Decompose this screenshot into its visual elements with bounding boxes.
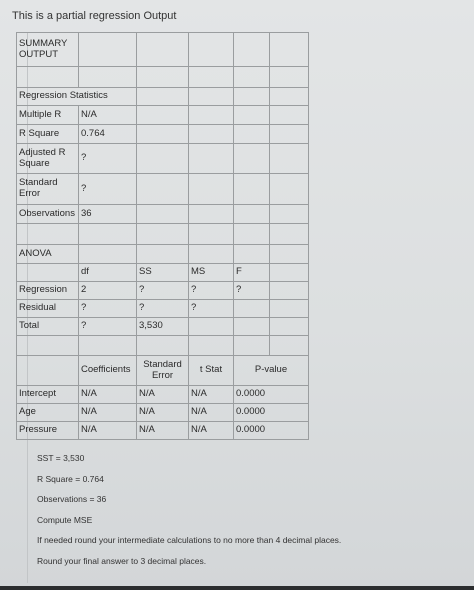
- coef-cell: 0.0000: [234, 422, 309, 440]
- stat-value: 0.764: [79, 125, 137, 144]
- anova-row-label: Total: [17, 318, 79, 336]
- regression-output-table: [16, 32, 309, 440]
- anova-cell: ?: [234, 282, 270, 300]
- anova-col-header: SS: [137, 264, 189, 282]
- stat-value: N/A: [79, 106, 137, 125]
- note-task: Compute MSE: [37, 514, 93, 525]
- anova-cell: [189, 318, 234, 336]
- note-r-square: R Square = 0.764: [37, 473, 104, 484]
- note-rounding-final: Round your final answer to 3 decimal places.: [37, 555, 207, 566]
- anova-heading: ANOVA: [17, 245, 79, 264]
- coef-col-header: t Stat: [189, 356, 234, 386]
- stat-value: 36: [79, 205, 137, 224]
- coef-cell: 0.0000: [234, 404, 309, 422]
- anova-cell: ?: [189, 282, 234, 300]
- anova-cell: 2: [79, 282, 137, 300]
- coef-cell: N/A: [137, 422, 189, 440]
- coef-cell: N/A: [79, 422, 137, 440]
- question-notes: [37, 452, 437, 575]
- regression-statistics-heading: Regression Statistics: [17, 88, 137, 106]
- stat-value: ?: [79, 144, 137, 174]
- anova-col-header: F: [234, 264, 270, 282]
- coef-cell: 0.0000: [234, 386, 309, 404]
- coef-col-header: Standard Error: [137, 356, 189, 386]
- note-rounding-intermediate: If needed round your intermediate calculations to no more than 4 decimal places.: [37, 535, 342, 545]
- anova-cell: ?: [79, 318, 137, 336]
- stat-label: Observations: [17, 205, 79, 224]
- note-sst: SST = 3,530: [37, 453, 85, 463]
- bottom-bar: [0, 586, 474, 590]
- coef-cell: N/A: [137, 386, 189, 404]
- anova-col-header: df: [79, 264, 137, 282]
- coef-cell: N/A: [137, 404, 189, 422]
- page-title: This is a partial regression Output: [12, 10, 177, 22]
- coef-col-header: Coefficients: [79, 356, 137, 386]
- stat-label: Multiple R: [17, 106, 79, 125]
- stat-value: ?: [79, 174, 137, 205]
- coef-row-label: Age: [17, 404, 79, 422]
- coef-cell: N/A: [79, 404, 137, 422]
- anova-row-label: Regression: [17, 282, 79, 300]
- coef-row-label: Intercept: [17, 386, 79, 404]
- stat-label: Adjusted R Square: [17, 144, 79, 174]
- anova-cell: [234, 300, 270, 318]
- coef-cell: N/A: [189, 404, 234, 422]
- note-observations: Observations = 36: [37, 494, 107, 504]
- summary-output-title: SUMMARY OUTPUT: [17, 33, 79, 67]
- anova-cell: ?: [137, 300, 189, 318]
- coef-cell: N/A: [189, 386, 234, 404]
- anova-cell: [234, 318, 270, 336]
- anova-col-header: MS: [189, 264, 234, 282]
- stat-label: Standard Error: [17, 174, 79, 205]
- anova-row-label: Residual: [17, 300, 79, 318]
- coef-row-label: Pressure: [17, 422, 79, 440]
- coef-cell: N/A: [189, 422, 234, 440]
- coef-col-header: P-value: [234, 356, 309, 386]
- anova-cell: ?: [189, 300, 234, 318]
- anova-cell: ?: [137, 282, 189, 300]
- coef-cell: N/A: [79, 386, 137, 404]
- anova-cell: 3,530: [137, 318, 189, 336]
- stat-label: R Square: [17, 125, 79, 144]
- anova-cell: ?: [79, 300, 137, 318]
